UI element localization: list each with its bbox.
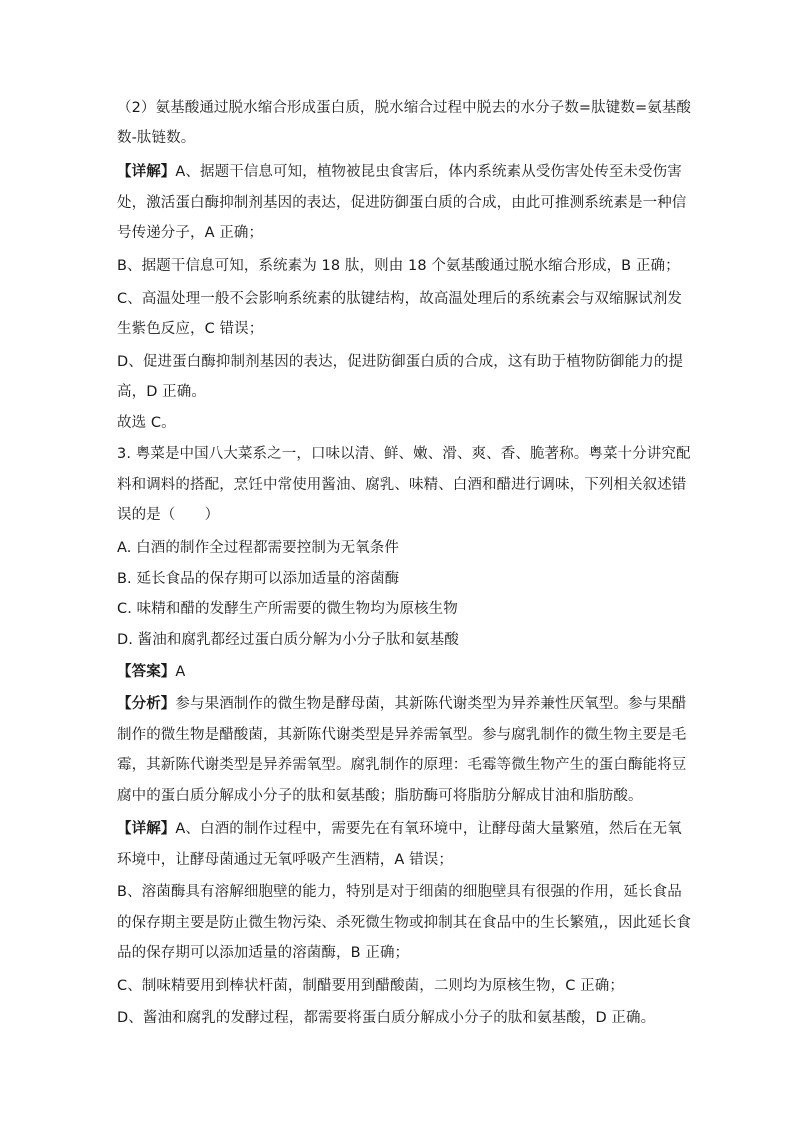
line-text: 腐中的蛋白质分解成小分子的肽和氨基酸；脂肪酶可将脂肪分解成甘油和脂肪酸。 [117,788,643,804]
text-line [117,162,682,182]
line-text: 品的保存期可以添加适量的溶菌酶，B 正确； [117,945,410,961]
text-line [117,819,682,839]
text-line [117,538,399,558]
text-line [117,475,686,495]
line-text: 生紫色反应，C 错误； [117,321,264,337]
line-text: A. 白酒的制作全过程都需要控制为无氧条件 [117,540,399,556]
text-line [117,976,624,996]
text-line [117,694,686,714]
text-line [117,913,691,933]
line-text: A [175,664,186,680]
text-line [117,193,686,213]
text-line [117,223,263,243]
line-text: 误的是（ ） [117,507,220,523]
section-label: 【分析】 [117,696,176,712]
line-text: B、据题干信息可知，系统素为 18 肽，则由 18 个氨基酸通过脱水缩合形成，B 正确； [117,258,680,274]
line-text: 故选 C。 [117,415,176,431]
line-text: 数-肽链数。 [117,130,196,146]
text-line [117,319,263,339]
text-line [117,505,219,525]
text-line [117,1008,655,1028]
line-text: 的保存期主要是防止微生物污染、杀死微生物或抑制其在食品中的生长繁殖,，因此延长食 [117,915,692,931]
line-text: （2）氨基酸通过脱水缩合形成蛋白质，脱水缩合过程中脱去的水分子数=肽键数=氨基酸 [117,100,692,116]
line-text: 制作的微生物是醋酸菌，其新陈代谢类型是异养需氧型。参与腐乳制作的微生物主要是毛 [117,727,687,743]
text-line [117,352,683,372]
text-line [117,630,459,650]
line-text: C、高温处理一般不会影响系统素的肽键结构，故高温处理后的系统素会与双缩脲试剂发 [117,291,683,307]
text-line [117,256,680,276]
text-line [117,599,458,619]
text-line [117,569,399,589]
section-label: 【详解】 [117,821,176,837]
line-text: 环境中，让酵母菌通过无氧呼吸产生酒精，A 错误； [117,852,453,868]
line-text: 高，D 正确。 [117,384,206,400]
line-text: D. 酱油和腐乳都经过蛋白质分解为小分子肽和氨基酸 [117,632,459,648]
line-text: C、制味精要用到棒状杆菌，制醋要用到醋酸菌，二则均为原核生物，C 正确； [117,978,624,994]
text-line [117,289,682,309]
line-text: D、促进蛋白酶抑制剂基因的表达，促进防御蛋白质的合成，这有助于植物防御能力的提 [117,354,684,370]
line-text: 霉，其新陈代谢类型是异养需氧型。腐乳制作的原理：毛霉等微生物产生的蛋白酶能将豆 [117,757,687,773]
section-label: 【详解】 [117,164,176,180]
line-text: B、溶菌酶具有溶解细胞壁的能力，特别是对于细菌的细胞壁具有很强的作用，延长食品 [117,884,682,900]
line-text: D、酱油和腐乳的发酵过程，都需要将蛋白质分解成小分子的肽和氨基酸，D 正确。 [117,1010,656,1026]
text-line [117,413,176,433]
text-line [117,943,409,963]
text-line [117,882,682,902]
line-text: 料和调料的搭配，烹饪中常使用酱油、腐乳、味精、白酒和醋进行调味，下列相关叙述错 [117,477,687,493]
line-text: 号传递分子，A 正确； [117,225,264,241]
line-text: 参与果酒制作的微生物是酵母菌，其新陈代谢类型为异养兼性厌氧型。参与果醋 [175,696,687,712]
text-line [117,662,185,682]
section-label: 【答案】 [117,664,176,680]
text-line [117,725,686,745]
line-text: A、白酒的制作过程中，需要先在有氧环境中，让酵母菌大量繁殖，然后在无氧 [175,821,682,837]
text-line [117,786,643,806]
text-line [117,444,691,464]
line-text: A、据题干信息可知，植物被昆虫食害后，体内系统素从受伤害处传至未受伤害 [175,164,682,180]
text-line [117,382,206,402]
text-line [117,98,691,118]
line-text: B. 延长食品的保存期可以添加适量的溶菌酶 [117,571,400,587]
text-line [117,128,195,148]
text-line [117,755,686,775]
line-text: 处，激活蛋白酶抑制剂基因的表达，促进防御蛋白质的合成，由此可推测系统素是一种信 [117,195,687,211]
line-text: C. 味精和醋的发酵生产所需要的微生物均为原核生物 [117,601,458,617]
line-text: 3. 粤菜是中国八大菜系之一，口味以清、鲜、嫩、滑、爽、香、脆著称。粤菜十分讲究配 [117,446,691,462]
text-line [117,850,453,870]
